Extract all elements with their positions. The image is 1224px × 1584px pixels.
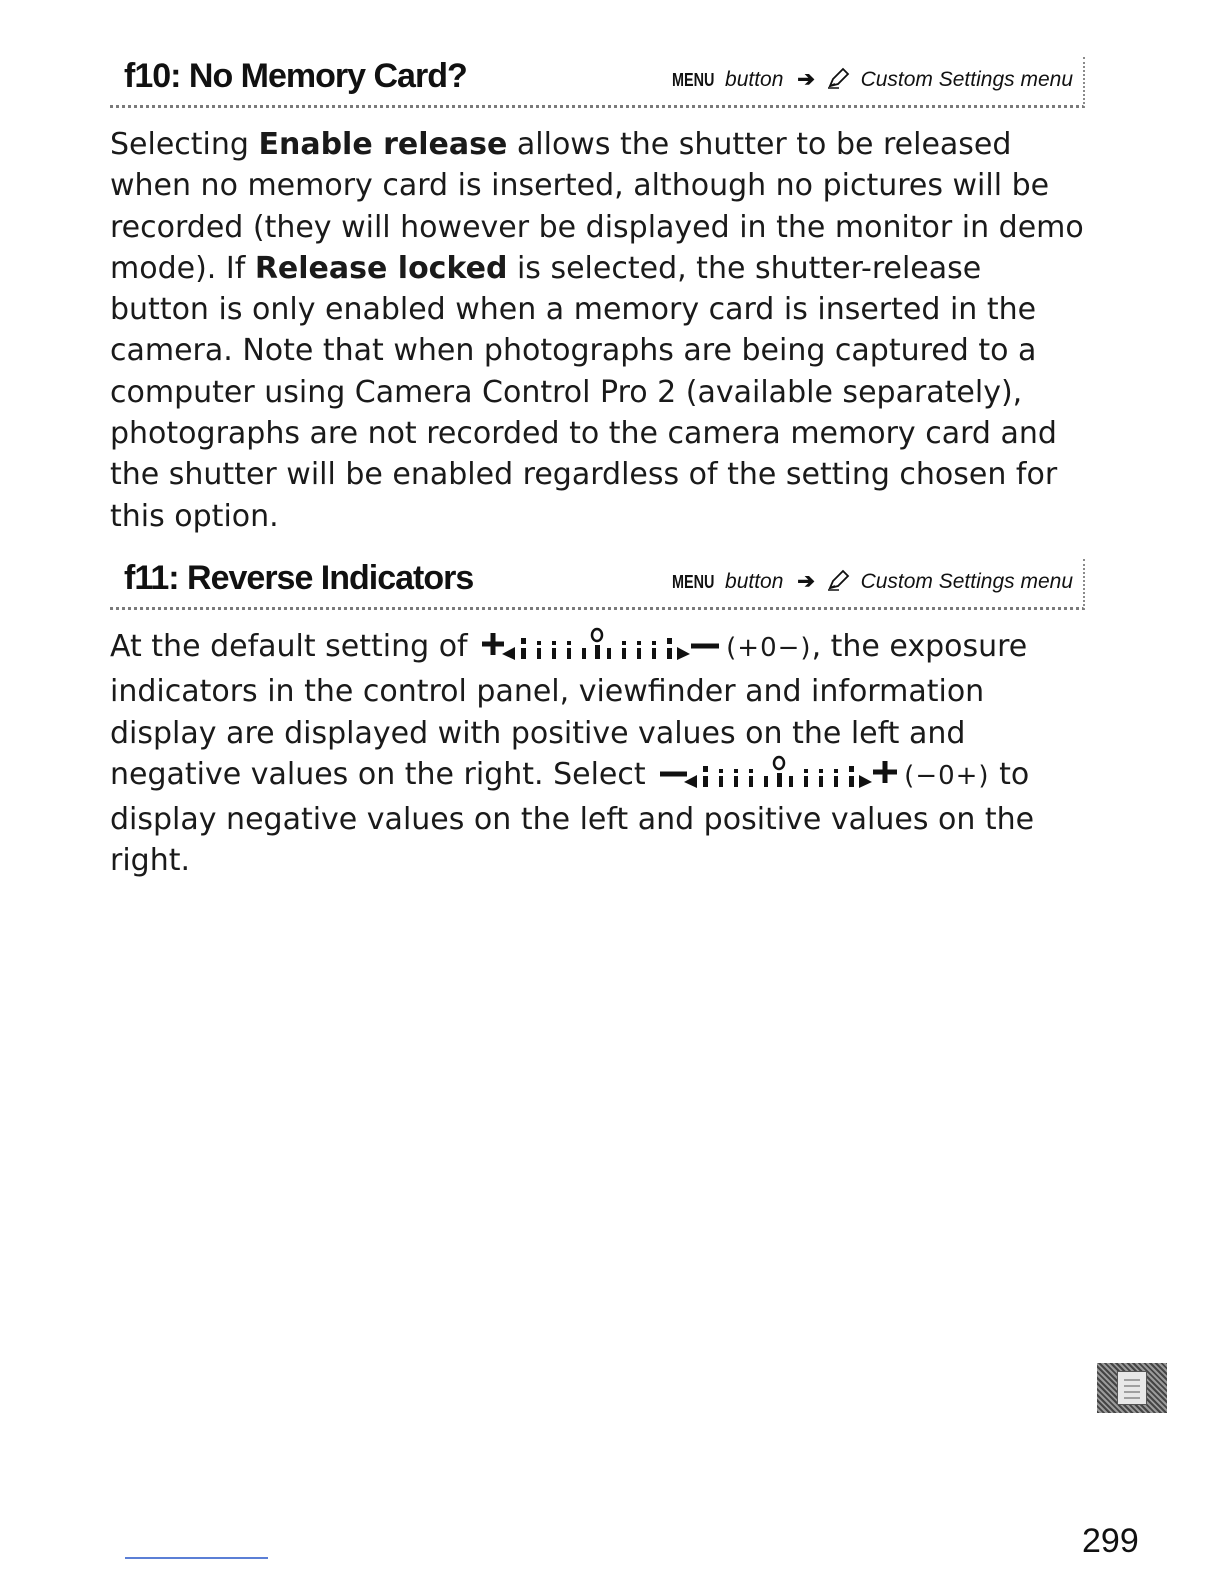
section-f10 (110, 57, 1085, 537)
page-number: 299 (1082, 1522, 1139, 1560)
custom-settings-menu-label: Custom Settings menu (860, 570, 1073, 593)
body-text-segment: is selected, the shutter-release button is only enabled when a memory card is inserted in the camera. Note that when photographs are being captured to a computer using Camera Control Pro 2 (available separately), photographs are not recorded to the camera memory card and the shutter will be enabled regardless of the setting chosen for this option. (110, 250, 1058, 534)
section-header (110, 559, 1085, 610)
exposure-scale-minus-left-icon (657, 754, 902, 799)
section-title: f10: No Memory Card? (124, 57, 467, 95)
custom-settings-menu-label: Custom Settings menu (860, 68, 1073, 91)
reverse-setting-text: (−0+) (904, 760, 990, 791)
arrow-icon: ➔ (797, 68, 815, 91)
pencil-icon (827, 67, 851, 95)
body-text-segment: , the exposure indicators in the control panel, viewfinder and information display are displayed with positive values on the left and negative values on the right. Select (110, 629, 1028, 792)
release-locked-term: Release locked (254, 250, 508, 286)
tab-icon-inner (1117, 1371, 1147, 1405)
arrow-icon: ➔ (797, 570, 815, 593)
section-header (110, 57, 1085, 108)
button-label: button (725, 570, 784, 593)
section-title: f11: Reverse Indicators (124, 559, 474, 597)
exposure-scale-plus-left-icon (479, 626, 724, 671)
section-body (110, 124, 1085, 537)
enable-release-term: Enable release (258, 127, 508, 162)
section-body (110, 626, 1085, 882)
breadcrumb (672, 67, 1073, 95)
pencil-icon (827, 569, 851, 597)
footer-rule (125, 1557, 268, 1559)
body-text-segment: allows the shutter to be released when no memory card is inserted, although no pictures will be recorded (they will however be displayed in the monitor in demo mode). If (110, 127, 1084, 286)
breadcrumb (672, 569, 1073, 597)
button-label: button (725, 68, 784, 91)
body-text-segment: At the default setting of (110, 629, 478, 664)
default-setting-text: (+0−) (726, 633, 812, 663)
body-text-segment: Selecting (110, 127, 259, 162)
custom-settings-tab-icon (1097, 1363, 1167, 1413)
body-text-segment: to display negative values on the left and positive values on the right. (110, 756, 1035, 879)
section-f11 (110, 559, 1085, 882)
menu-label: MENU (672, 70, 715, 90)
menu-label: MENU (672, 572, 715, 592)
